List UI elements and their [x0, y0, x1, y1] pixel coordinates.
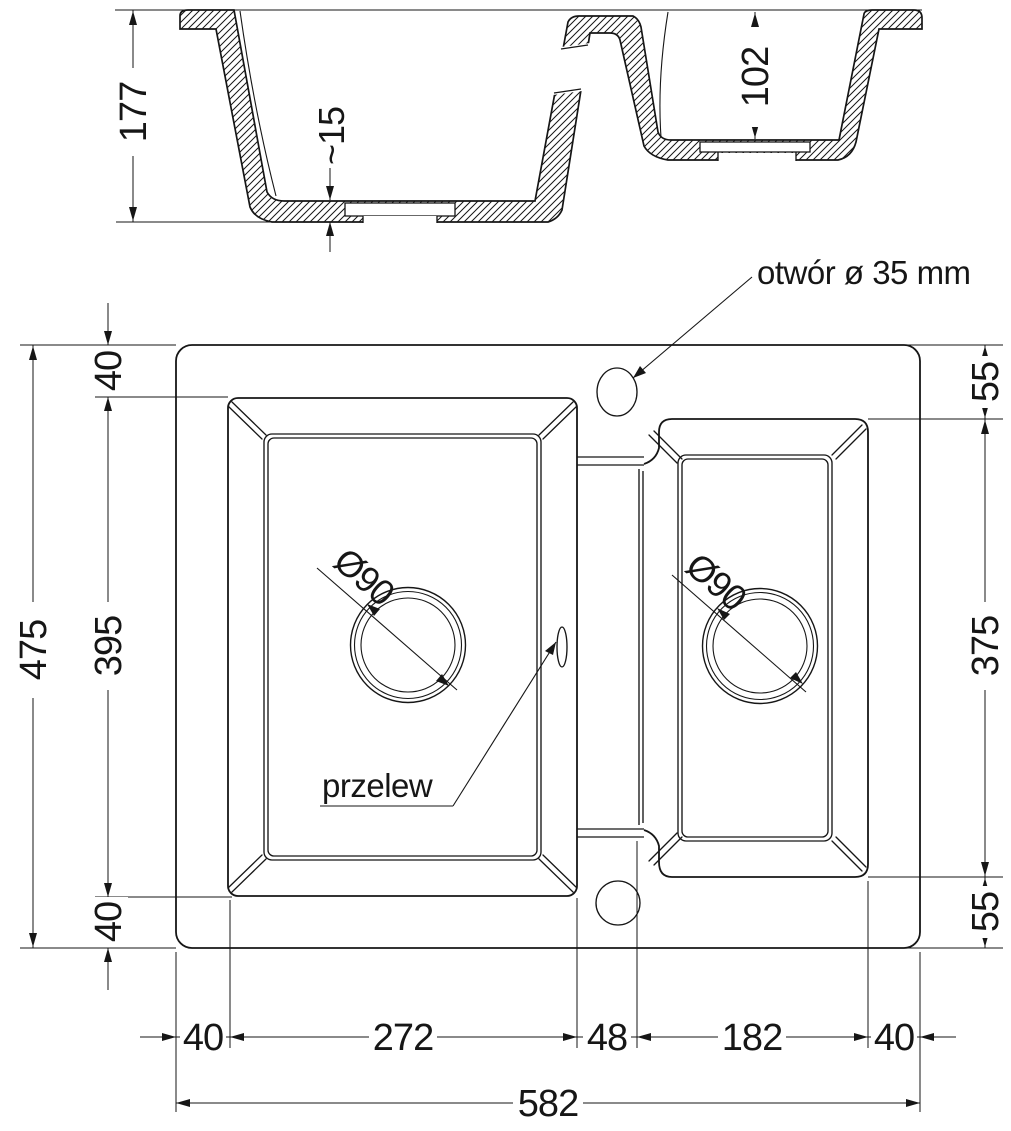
right-bowl-edge-line — [660, 12, 668, 137]
dim-bottom-thickness — [311, 107, 352, 252]
overflow-hole — [557, 627, 567, 667]
dim-475-label: 475 — [13, 619, 55, 681]
left-drain-diameter-label: Ø90 — [326, 539, 403, 614]
dim-margin-right-label: 40 — [873, 1017, 915, 1059]
dim-overall-depth — [12, 345, 55, 948]
right-drain-recess-step-mask — [718, 153, 796, 162]
dim-right-bottom-offset-label: 55 — [965, 891, 1007, 933]
left-bowl — [228, 398, 577, 896]
dim-left-column — [87, 303, 130, 990]
dim-182-label: 182 — [721, 1017, 783, 1059]
sink-outline — [176, 345, 920, 948]
dim-right-column — [964, 345, 1007, 948]
overflow-gap — [553, 43, 590, 95]
faucet-hole — [597, 368, 637, 416]
dim-bottom-chain — [140, 1016, 956, 1059]
dim-right-top-offset-label: 55 — [965, 361, 1007, 403]
plan-view — [12, 254, 1007, 1125]
dim-right-drain-diameter — [672, 545, 806, 692]
right-drain-diameter-label: Ø90 — [678, 544, 755, 619]
dim-375-label: 375 — [965, 615, 1007, 677]
dim-left-drain-diameter — [317, 540, 457, 690]
dim-overall-width — [176, 1082, 920, 1125]
bottom-accessory-hole — [596, 881, 640, 925]
dim-15-label: ~15 — [311, 106, 352, 166]
dim-margin-left-label: 40 — [182, 1017, 224, 1059]
dim-depth-right-bowl — [734, 12, 777, 139]
left-drain-recess — [345, 203, 455, 216]
faucet-hole-label: otwór ø 35 mm — [757, 254, 971, 291]
dim-582-label: 582 — [517, 1083, 579, 1125]
dim-272-label: 272 — [372, 1017, 434, 1059]
dim-395-label: 395 — [88, 615, 130, 677]
divider — [577, 457, 644, 837]
extension-lines — [20, 345, 1003, 1112]
left-drain-recess-step-mask — [363, 216, 437, 224]
left-bowl-rim — [228, 398, 577, 896]
dim-177-label: 177 — [113, 81, 155, 143]
dim-48-label: 48 — [586, 1017, 628, 1059]
dim-margin-bottom-label: 40 — [88, 901, 130, 943]
overflow-label: przelew — [322, 767, 433, 804]
dim-102-label: 102 — [735, 46, 777, 108]
section-body — [180, 10, 922, 222]
right-drain-recess — [700, 142, 810, 152]
section-view — [112, 10, 922, 252]
dim-margin-top-label: 40 — [88, 350, 130, 392]
